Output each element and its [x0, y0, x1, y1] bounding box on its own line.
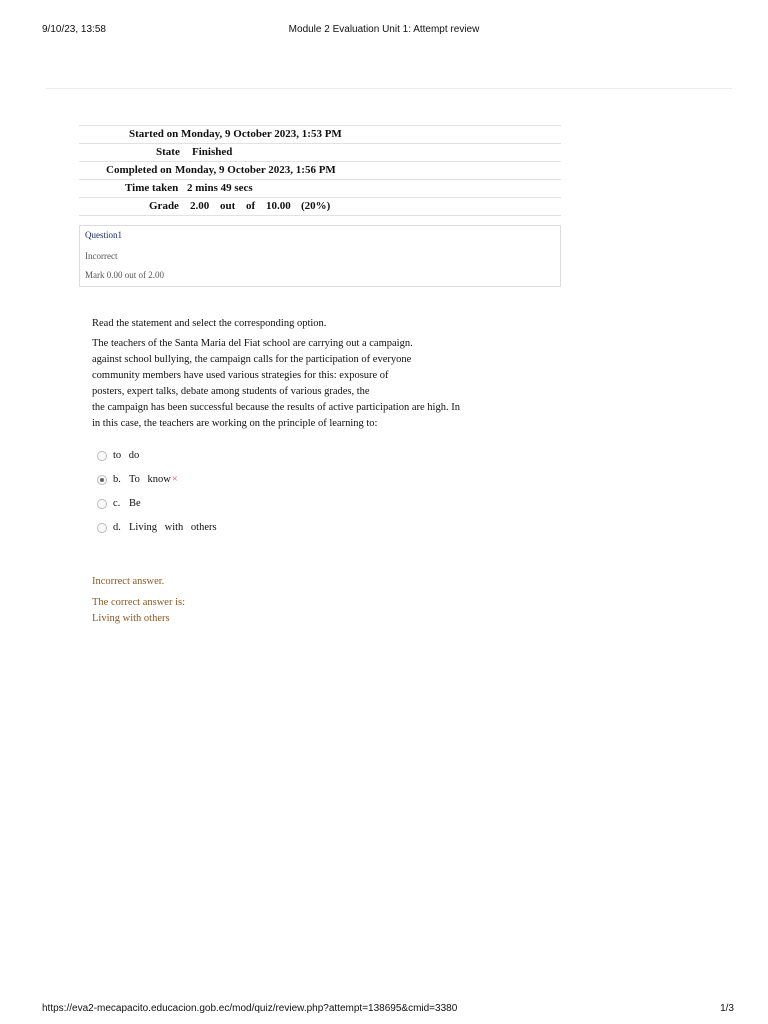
radio-button[interactable] [97, 499, 107, 509]
summary-row-grade [79, 198, 561, 216]
attempt-summary-table [79, 125, 561, 216]
completed-label: Completed on [106, 164, 172, 176]
incorrect-icon: × [171, 474, 178, 485]
question-number: Question1 [85, 230, 122, 240]
question-text-line: The teachers of the Santa Maria del Fiat school are carrying out a campaign. [92, 338, 413, 349]
state-value: Finished [192, 146, 233, 158]
option-label: Living with others [129, 522, 217, 533]
option-letter: d. [113, 522, 121, 533]
completed-value: Monday, 9 October 2023, 1:56 PM [175, 164, 336, 176]
option-letter: b. [113, 474, 121, 485]
question-text-line: against school bullying, the campaign calls for the participation of everyone [92, 354, 412, 365]
question-text-line: in this case, the teachers are working on the principle of learning to: [92, 418, 378, 429]
page-url: https://eva2-mecapacito.educacion.gob.ec/mod/quiz/review.php?attempt=138695&cmid=3380 [42, 1003, 458, 1014]
divider [46, 88, 732, 89]
question-mark: Mark 0.00 out of 2.00 [85, 270, 164, 280]
question-text [92, 316, 512, 432]
print-datetime: 9/10/23, 13:58 [42, 24, 106, 35]
grade-of: of [246, 200, 256, 212]
option-label: to do [113, 450, 140, 461]
summary-row-state [79, 144, 561, 162]
question-instruction: Read the statement and select the corresponding option. [92, 318, 327, 329]
question-info-box [79, 225, 561, 287]
radio-button-selected[interactable] [97, 475, 107, 485]
feedback-incorrect: Incorrect answer. [92, 576, 165, 587]
option-label: To know [129, 474, 171, 485]
started-label: Started on [129, 128, 179, 140]
time-label: Time taken [125, 182, 179, 194]
grade-value: 2.00 [190, 200, 210, 212]
correct-answer-label: The correct answer is: [92, 597, 185, 608]
question-state: Incorrect [85, 251, 118, 261]
question-text-line: community members have used various strategies for this: exposure of [92, 370, 389, 381]
grade-percent: (20%) [301, 200, 331, 212]
answer-feedback [92, 574, 185, 627]
option-letter: c. [113, 498, 121, 509]
started-value: Monday, 9 October 2023, 1:53 PM [181, 128, 342, 140]
option-label: Be [129, 498, 141, 509]
summary-row-completed [79, 162, 561, 180]
grade-label: Grade [149, 200, 179, 212]
time-value: 2 mins 49 secs [187, 182, 253, 194]
print-header [0, 24, 768, 38]
print-page-title: Module 2 Evaluation Unit 1: Attempt review [288, 24, 480, 35]
radio-button[interactable] [97, 523, 107, 533]
correct-answer-value: Living with others [92, 613, 170, 624]
print-footer [0, 1003, 768, 1017]
grade-out: out [220, 200, 236, 212]
grade-max: 10.00 [266, 200, 291, 212]
question-text-line: the campaign has been successful because the results of active participation are high. In [92, 402, 460, 413]
option-label-wrap [129, 472, 178, 488]
page-number: 1/3 [720, 1003, 734, 1014]
summary-row-started [79, 126, 561, 144]
radio-button[interactable] [97, 451, 107, 461]
question-text-line: posters, expert talks, debate among students of various grades, the [92, 386, 370, 397]
summary-row-time [79, 180, 561, 198]
state-label: State [156, 146, 180, 158]
